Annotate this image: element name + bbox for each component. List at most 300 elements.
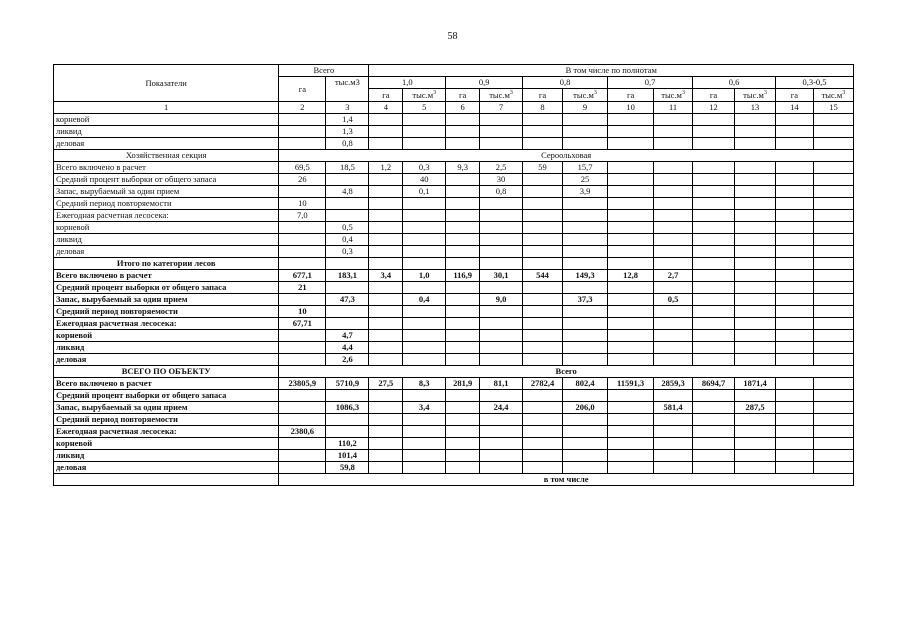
table-cell [813, 234, 853, 246]
table-cell [813, 294, 853, 306]
table-cell [735, 246, 776, 258]
table-cell [813, 426, 853, 438]
table-cell [775, 222, 813, 234]
table-cell [403, 438, 446, 450]
table-cell [608, 438, 654, 450]
table-cell [403, 114, 446, 126]
table-cell: 544 [523, 270, 563, 282]
column-number: 4 [369, 102, 403, 114]
density-header: 0,7 [608, 77, 693, 89]
table-cell: 677,1 [279, 270, 326, 282]
table-cell: 0,4 [403, 294, 446, 306]
table-row [54, 450, 854, 462]
unit-volume-sup: 3 [681, 89, 685, 96]
table-cell: 27,5 [369, 378, 403, 390]
row-label: Ежегодная расчетная лесосека: [54, 318, 279, 330]
table-cell [369, 342, 403, 354]
row-label: ликвид [54, 234, 279, 246]
column-number: 3 [326, 102, 369, 114]
table-cell [279, 330, 326, 342]
table-cell [654, 162, 693, 174]
table-cell [523, 198, 563, 210]
table-cell [735, 258, 776, 270]
unit-ha: га [693, 89, 735, 102]
table-cell [813, 210, 853, 222]
table-cell [813, 126, 853, 138]
table-cell [446, 402, 480, 414]
unit-volume-text: тыс.м [821, 89, 843, 100]
table-cell [369, 306, 403, 318]
table-cell [446, 174, 480, 186]
table-row [54, 366, 854, 378]
table-cell [654, 174, 693, 186]
table-cell [813, 402, 853, 414]
table-cell [369, 186, 403, 198]
table-cell [693, 282, 735, 294]
table-cell: 2,6 [326, 354, 369, 366]
row-label: ликвид [54, 342, 279, 354]
table-cell: 1,0 [403, 270, 446, 282]
table-cell [446, 198, 480, 210]
table-cell [654, 198, 693, 210]
table-cell: 581,4 [654, 402, 693, 414]
column-number: 1 [54, 102, 279, 114]
table-cell [369, 114, 403, 126]
table-cell [693, 198, 735, 210]
table-cell [654, 258, 693, 270]
column-number: 15 [813, 102, 853, 114]
table-cell [523, 186, 563, 198]
column-number: 2 [279, 102, 326, 114]
table-cell [279, 402, 326, 414]
row-label: Запас, вырубаемый за один прием [54, 402, 279, 414]
table-cell [279, 246, 326, 258]
row-label: Запас, вырубаемый за один прием [54, 294, 279, 306]
table-cell [775, 462, 813, 474]
table-cell: 1,3 [326, 126, 369, 138]
table-cell [563, 282, 608, 294]
table-cell: 9,3 [446, 162, 480, 174]
table-cell [563, 438, 608, 450]
table-cell [654, 438, 693, 450]
table-cell: 0,1 [403, 186, 446, 198]
table-row [54, 210, 854, 222]
table-cell [775, 450, 813, 462]
table-cell [693, 270, 735, 282]
table-row [54, 246, 854, 258]
table-cell [279, 258, 326, 270]
table-cell [523, 222, 563, 234]
table-cell [775, 234, 813, 246]
table-cell: 0,3 [326, 246, 369, 258]
table-cell [326, 426, 369, 438]
table-cell: 1,4 [326, 114, 369, 126]
table-cell [775, 426, 813, 438]
table-cell [523, 414, 563, 426]
table-cell [693, 162, 735, 174]
unit-volume-text: тыс.м [573, 89, 594, 100]
table-cell [279, 294, 326, 306]
table-cell [326, 318, 369, 330]
table-cell [735, 318, 776, 330]
section-title: Всего [279, 366, 854, 378]
table-row [54, 282, 854, 294]
unit-ha: га [775, 89, 813, 102]
table-cell [446, 186, 480, 198]
table-cell: 10 [279, 306, 326, 318]
table-cell [480, 330, 523, 342]
table-cell [563, 114, 608, 126]
row-label [54, 474, 279, 486]
table-cell [693, 138, 735, 150]
table-cell [446, 342, 480, 354]
table-cell: 15,7 [563, 162, 608, 174]
table-cell [693, 174, 735, 186]
table-body [54, 114, 854, 486]
table-cell [523, 354, 563, 366]
table-cell: 40 [403, 174, 446, 186]
table-cell [693, 306, 735, 318]
table-cell [403, 330, 446, 342]
table-cell [446, 246, 480, 258]
row-label: Запас, вырубаемый за один прием [54, 186, 279, 198]
table-cell [446, 426, 480, 438]
table-row [54, 426, 854, 438]
table-cell [523, 138, 563, 150]
table-cell [523, 258, 563, 270]
table-cell [775, 114, 813, 126]
table-row [54, 342, 854, 354]
table-cell [563, 330, 608, 342]
table-cell [563, 462, 608, 474]
table-cell [279, 414, 326, 426]
table-cell [608, 114, 654, 126]
table-cell [735, 462, 776, 474]
table-cell [523, 318, 563, 330]
table-cell [446, 318, 480, 330]
table-cell [735, 426, 776, 438]
table-cell [654, 186, 693, 198]
table-cell [523, 246, 563, 258]
table-cell [480, 114, 523, 126]
table-cell [403, 258, 446, 270]
row-label: Средний период повторяемости [54, 414, 279, 426]
table-cell [563, 222, 608, 234]
table-cell [735, 270, 776, 282]
table-cell: 26 [279, 174, 326, 186]
table-cell: 287,5 [735, 402, 776, 414]
unit-ha: га [608, 89, 654, 102]
density-header: 0,3-0,5 [775, 77, 853, 89]
unit-volume-text: тыс.м [743, 89, 764, 100]
row-label: Итого по категории лесов [54, 258, 279, 270]
table-cell [608, 294, 654, 306]
table-cell: 3,4 [403, 402, 446, 414]
column-number: 9 [563, 102, 608, 114]
table-cell [735, 450, 776, 462]
unit-volume-text: тыс.м [489, 89, 510, 100]
table-cell [480, 282, 523, 294]
table-cell [775, 210, 813, 222]
table-cell [693, 390, 735, 402]
table-row [54, 114, 854, 126]
table-cell [735, 438, 776, 450]
table-cell [693, 330, 735, 342]
by-density-header: В том числе по полнотам [369, 65, 854, 77]
table-cell [608, 210, 654, 222]
table-cell [523, 402, 563, 414]
table-cell [813, 114, 853, 126]
table-cell [735, 174, 776, 186]
table-cell [279, 450, 326, 462]
table-cell [654, 330, 693, 342]
unit-volume-text: тыс.м [412, 89, 434, 100]
table-cell: 0,3 [403, 162, 446, 174]
unit-volume [735, 89, 776, 102]
table-cell: 81,1 [480, 378, 523, 390]
table-cell [735, 186, 776, 198]
table-cell: 18,5 [326, 162, 369, 174]
table-cell [403, 306, 446, 318]
table-row [54, 318, 854, 330]
table-cell: 149,3 [563, 270, 608, 282]
table-cell [403, 126, 446, 138]
table-cell [775, 174, 813, 186]
row-label: Всего включено в расчет [54, 270, 279, 282]
table-cell [403, 390, 446, 402]
table-cell: 67,71 [279, 318, 326, 330]
table-cell: 0,4 [326, 234, 369, 246]
table-cell [608, 342, 654, 354]
table-cell [563, 246, 608, 258]
density-header: 0,8 [523, 77, 608, 89]
row-label: Средний процент выборки от общего запаса [54, 282, 279, 294]
table-row [54, 414, 854, 426]
table-cell [775, 138, 813, 150]
table-cell [693, 342, 735, 354]
table-cell [654, 222, 693, 234]
table-cell [654, 282, 693, 294]
table-cell [735, 138, 776, 150]
table-cell [480, 438, 523, 450]
table-cell [563, 450, 608, 462]
table-cell [403, 342, 446, 354]
table-cell [279, 354, 326, 366]
table-cell [523, 174, 563, 186]
density-header: 0,9 [446, 77, 523, 89]
table-cell [369, 210, 403, 222]
table-cell [523, 210, 563, 222]
table-cell: 4,7 [326, 330, 369, 342]
row-label: Средний процент выборки от общего запаса [54, 390, 279, 402]
table-cell [369, 294, 403, 306]
table-cell [693, 126, 735, 138]
table-row [54, 354, 854, 366]
table-cell [369, 414, 403, 426]
table-cell [813, 318, 853, 330]
table-cell [693, 402, 735, 414]
table-cell [563, 306, 608, 318]
table-cell: 59 [523, 162, 563, 174]
table-cell [608, 198, 654, 210]
row-label: ликвид [54, 126, 279, 138]
unit-volume [480, 89, 523, 102]
section-title: в том числе [279, 474, 854, 486]
table-cell [693, 426, 735, 438]
row-label: деловая [54, 246, 279, 258]
table-cell [608, 306, 654, 318]
column-number: 13 [735, 102, 776, 114]
table-row [54, 462, 854, 474]
table-cell [563, 138, 608, 150]
table-row [54, 126, 854, 138]
table-cell [775, 378, 813, 390]
table-cell [480, 234, 523, 246]
table-cell [654, 318, 693, 330]
table-cell [563, 126, 608, 138]
table-cell [403, 450, 446, 462]
table-row [54, 294, 854, 306]
table-cell [480, 306, 523, 318]
table-cell: 101,4 [326, 450, 369, 462]
table-cell: 0,8 [480, 186, 523, 198]
table-row [54, 186, 854, 198]
table-cell [326, 306, 369, 318]
table-cell [813, 378, 853, 390]
table-cell [369, 234, 403, 246]
table-cell [279, 234, 326, 246]
total-header: Всего [279, 65, 369, 77]
table-cell: 0,5 [654, 294, 693, 306]
table-cell [480, 450, 523, 462]
table-cell [403, 210, 446, 222]
table-cell [654, 246, 693, 258]
table-cell [326, 198, 369, 210]
table-cell [480, 126, 523, 138]
table-cell: 24,4 [480, 402, 523, 414]
row-label: корневой [54, 114, 279, 126]
table-header [54, 65, 854, 114]
unit-volume [813, 89, 853, 102]
table-cell: 8694,7 [693, 378, 735, 390]
row-label: деловая [54, 354, 279, 366]
table-cell [608, 162, 654, 174]
table-cell [813, 306, 853, 318]
row-label: корневой [54, 222, 279, 234]
table-cell [813, 438, 853, 450]
table-cell [735, 342, 776, 354]
table-row [54, 438, 854, 450]
table-cell [654, 354, 693, 366]
table-cell [813, 270, 853, 282]
table-cell: 37,3 [563, 294, 608, 306]
table-cell [775, 342, 813, 354]
table-cell: 116,9 [446, 270, 480, 282]
unit-volume-sup: 3 [593, 89, 597, 96]
unit-volume [403, 89, 446, 102]
row-label: Средний процент выборки от общего запаса [54, 174, 279, 186]
table-cell: 47,3 [326, 294, 369, 306]
table-cell [775, 246, 813, 258]
table-cell: 12,8 [608, 270, 654, 282]
row-label: деловая [54, 462, 279, 474]
table-cell: 2,7 [654, 270, 693, 282]
row-label: деловая [54, 138, 279, 150]
table-cell [369, 138, 403, 150]
density-header: 1,0 [369, 77, 446, 89]
table-cell [735, 414, 776, 426]
table-cell [775, 354, 813, 366]
table-cell [369, 402, 403, 414]
table-cell [693, 414, 735, 426]
table-cell [563, 318, 608, 330]
table-cell [523, 294, 563, 306]
table-cell [608, 318, 654, 330]
table-cell: 1086,3 [326, 402, 369, 414]
table-cell: 11591,3 [608, 378, 654, 390]
table-cell [563, 414, 608, 426]
table-cell [654, 126, 693, 138]
table-cell [523, 462, 563, 474]
table-cell [563, 390, 608, 402]
table-cell [279, 138, 326, 150]
unit-ha: га [446, 89, 480, 102]
table-cell: 69,5 [279, 162, 326, 174]
column-number: 14 [775, 102, 813, 114]
table-cell [523, 282, 563, 294]
forest-calculation-table [53, 64, 854, 486]
table-cell [279, 114, 326, 126]
table-cell: 9,0 [480, 294, 523, 306]
table-cell [403, 222, 446, 234]
table-cell: 206,0 [563, 402, 608, 414]
table-cell [775, 390, 813, 402]
table-cell [523, 126, 563, 138]
table-cell [813, 246, 853, 258]
table-cell [480, 462, 523, 474]
table-cell [563, 354, 608, 366]
table-cell [775, 270, 813, 282]
table-cell: 3,9 [563, 186, 608, 198]
table-cell [735, 126, 776, 138]
table-cell [654, 342, 693, 354]
table-cell [775, 186, 813, 198]
table-cell: 8,3 [403, 378, 446, 390]
table-cell [480, 138, 523, 150]
row-label: Ежегодная расчетная лесосека: [54, 426, 279, 438]
table-cell: 3,4 [369, 270, 403, 282]
table-cell [446, 138, 480, 150]
table-cell [446, 390, 480, 402]
table-cell [693, 318, 735, 330]
table-cell [446, 114, 480, 126]
table-cell [775, 306, 813, 318]
table-cell [369, 426, 403, 438]
table-row [54, 330, 854, 342]
table-cell [693, 354, 735, 366]
table-cell [654, 462, 693, 474]
table-cell: 4,8 [326, 186, 369, 198]
table-cell: 2,5 [480, 162, 523, 174]
table-cell [775, 414, 813, 426]
table-cell [813, 282, 853, 294]
column-number: 7 [480, 102, 523, 114]
table-cell [693, 234, 735, 246]
table-cell [446, 258, 480, 270]
section-title: Сероольховая [279, 150, 854, 162]
table-cell [608, 450, 654, 462]
table-cell [446, 222, 480, 234]
